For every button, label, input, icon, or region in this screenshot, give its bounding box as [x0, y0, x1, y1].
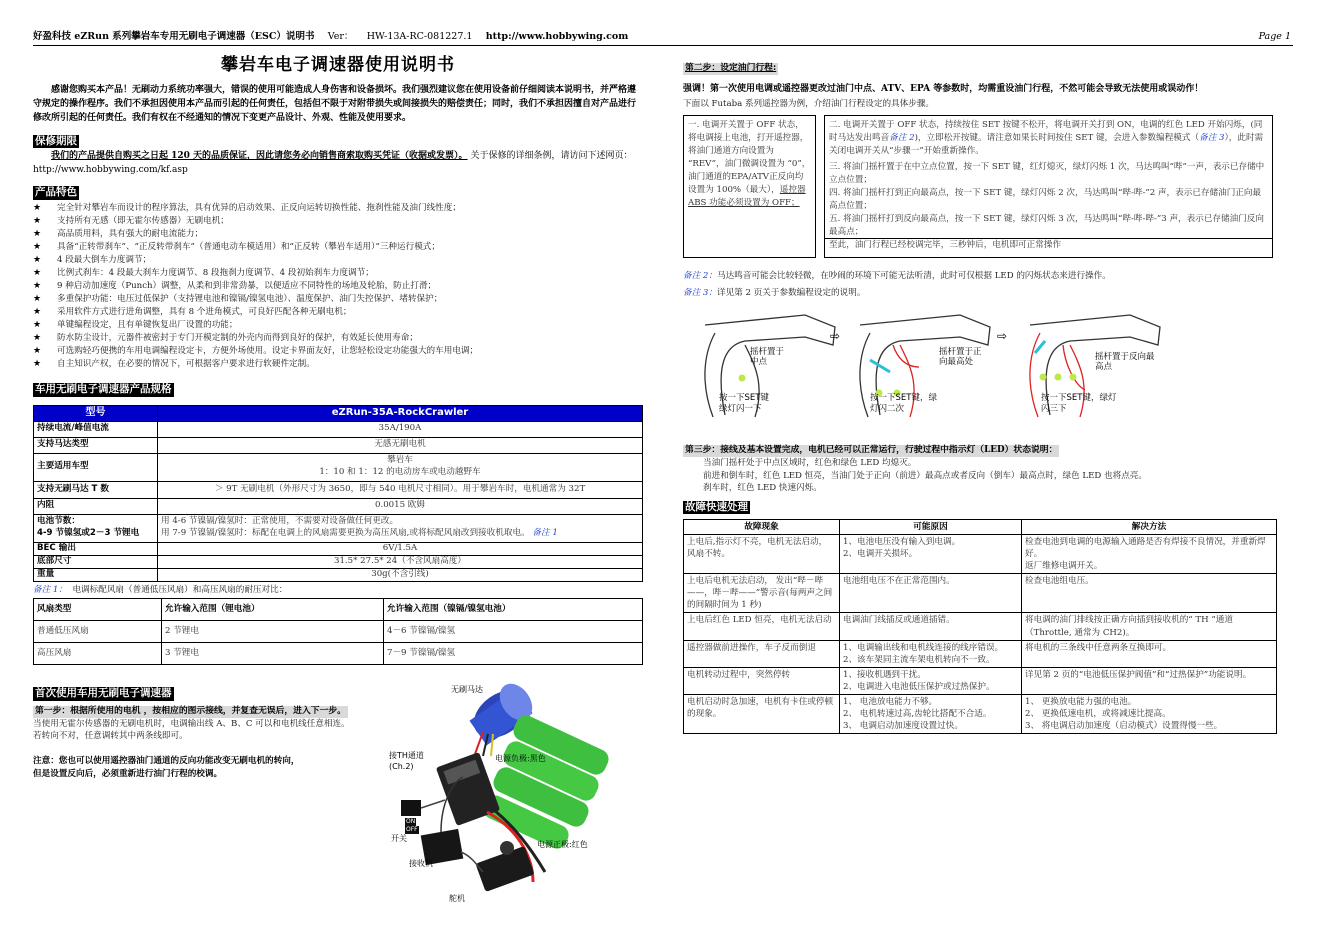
- table-row: [684, 667, 1277, 694]
- first-use-heading: 首次使用车用无刷电子调速器: [35, 687, 172, 700]
- cell-line: 1、电调输出线和电机线连接的线序错误。: [843, 642, 1004, 653]
- cell-line: 3、 将电调启动加速度（启动模式）设置得慢一些。: [1025, 720, 1223, 731]
- table-row: [34, 599, 643, 621]
- star-bullet-icon: ★: [33, 319, 42, 330]
- spec-key: 支持无刷马达 T 数: [34, 481, 158, 498]
- table-cell: [1022, 640, 1277, 667]
- warranty-heading: 保修期限: [35, 134, 77, 147]
- note-2-label: 备注 2：: [683, 271, 717, 282]
- diagram-text: 按一下SET键，绿: [870, 393, 937, 404]
- notice-text: 注意：您也可以使用遥控器油门通道的反向功能改变无刷电机的转向，: [33, 755, 300, 766]
- note-1: [33, 585, 643, 597]
- list-item: [33, 202, 643, 215]
- table-cell: [684, 574, 840, 613]
- table-cell: [1022, 574, 1277, 613]
- cell-line: 1、 电池放电能力不够。: [843, 696, 938, 707]
- step1-text: 若转向不对，任意调转其中两条线即可。: [33, 731, 188, 742]
- table-row: [34, 542, 643, 555]
- step-2-text: )，立即松开按键。请注意如果长时间按住 SET 键，会进入参数编程模式（: [914, 133, 1200, 144]
- list-item: [33, 306, 643, 319]
- note-1-text: 电调标配风扇（普通低压风扇）和高压风扇的耐压对比：: [72, 584, 288, 595]
- intro-paragraph: 感谢您购买本产品！无刷动力系统功率强大，错误的使用可能造成人身伤害和设备损坏。我们强烈建议您在使用设备前仔细阅读本说明书，并严格遵守规定的操作程序。我们不承担因使用本产品而引起的任何责任，包括但不限于对附带损失或间接损失的赔偿责任；同时，我们不承担因擅自对产品进行修改所引起的任何责任。我们有权在不经通知的情况下变更产品设计、外观、性能及使用要求。: [33, 84, 637, 123]
- wiring-illustration: [383, 672, 623, 912]
- cell-line: 检查电池组电压。: [1025, 576, 1094, 587]
- table-header: 可能原因: [840, 520, 1022, 535]
- label-negative: 电源负极:黑色: [495, 754, 546, 763]
- cell-line: 检查电池到电调的电源输入通路是否有焊接不良情况，并重新焊好。: [1025, 537, 1266, 560]
- cell-line: 将电调的油门排线按正确方向插到接收机的“ TH ”通道（Throttle, 通常为 CH2)。: [1025, 615, 1233, 638]
- feature-text: 自主知识产权，在必要的情况下，可根据客户要求进行软硬件定制。: [57, 358, 315, 369]
- label-motor: 无刷马达: [451, 685, 483, 694]
- table-cell: [684, 613, 840, 640]
- table-row: [684, 574, 1277, 613]
- star-bullet-icon: ★: [33, 280, 42, 291]
- table-cell: [1022, 535, 1277, 574]
- step-2-text: 二. 电调开关置于 OFF 状态，持续按住 SET 按键不松开，将电调开关打到 ON，电调的红色 LED 开始闪烁，(同时马达发出鸣音: [829, 120, 1263, 144]
- servo-illustration: [461, 841, 535, 892]
- cell-line: 2、 电机转速过高,齿轮比搭配不合适。: [843, 708, 992, 719]
- trouble-heading: 故障快速处理: [685, 500, 748, 513]
- right-column: [683, 62, 1281, 734]
- spec-value: 6V/1.5A: [158, 542, 643, 555]
- spec-value: 35A/190A: [158, 421, 643, 437]
- list-item: [33, 267, 643, 280]
- cell-line: 1、接收机遇到干扰。: [843, 669, 926, 680]
- cell-line: 上电后,指示灯不亮，电机无法启动， 风扇不转。: [687, 537, 828, 560]
- fan-table: [33, 598, 643, 665]
- wiring-diagram: [383, 672, 623, 912]
- page-header: [33, 30, 1293, 46]
- label-on: ON: [406, 818, 416, 825]
- spec-model: eZRun-35A-RockCrawler: [158, 405, 643, 421]
- note-2: [683, 270, 1281, 282]
- table-cell: [1022, 694, 1277, 733]
- feature-text: 完全针对攀岩车而设计的程序算法，具有优异的启动效果、正反向运转切换性能、拖刹性能及油门线性度；: [57, 202, 461, 213]
- table-row: [34, 421, 643, 437]
- page-number: Page 1: [1258, 31, 1291, 42]
- led-status-text: 当油门摇杆处于中点区域时，红色和绿色 LED 均熄灭。: [703, 458, 917, 469]
- diagram-text: 按一下SET键，绿灯: [1041, 393, 1117, 404]
- step1-text: 当使用无霍尔传感器的无刷电机时，电调输出线 A、B、C 可以和电机线任意相连。: [33, 718, 350, 729]
- star-bullet-icon: ★: [33, 202, 42, 213]
- spec-value: ＞ 9T 无刷电机（外形尺寸为 3650，即与 540 电机尺寸相同）。用于攀岩车时，电机通常为 32T: [158, 481, 643, 498]
- table-row: [34, 514, 643, 542]
- star-bullet-icon: ★: [33, 267, 42, 278]
- list-item: [33, 241, 643, 254]
- diagram-text: 绿灯闪一下: [719, 404, 762, 415]
- cell-line: 2、电调开关损坏。: [843, 549, 918, 560]
- star-bullet-icon: ★: [33, 228, 42, 239]
- table-header: 故障现象: [684, 520, 840, 535]
- cell-line: 将电机的三条线中任意两条互换即可。: [1025, 642, 1172, 653]
- throttle-steps-2-5: [825, 116, 1273, 258]
- feature-text: 高品质用料，具有强大的耐电流能力；: [57, 228, 204, 239]
- warranty-paragraph: [33, 150, 643, 178]
- diagram-text: 中点: [750, 357, 768, 368]
- spec-value: 31.5* 27.5* 24（不含风扇高度）: [158, 555, 643, 568]
- list-item: [33, 280, 643, 293]
- diagram-text: 灯闪二次: [870, 404, 905, 415]
- header-ver: HW-13A-RC-081227.1: [366, 31, 473, 42]
- table-cell: [684, 640, 840, 667]
- table-cell: [684, 667, 840, 694]
- list-item: [33, 254, 643, 267]
- table-cell: [1022, 613, 1277, 640]
- note-1-label: 备注 1：: [33, 584, 67, 595]
- table-cell: 3 节锂电: [162, 643, 384, 665]
- diagram-text: 按一下SET键: [719, 393, 769, 404]
- cell-line: 遥控器做前进操作，车子反而倒退: [687, 642, 816, 653]
- cell-line: 2、电调进入电池低压保护或过热保护。: [843, 681, 995, 692]
- features-heading: 产品特色: [35, 186, 77, 199]
- trouble-table: [683, 519, 1277, 734]
- table-cell: [840, 535, 1022, 574]
- feature-text: 多重保护功能：电压过低保护（支持锂电池和镍镉/镍氢电池）、温度保护、油门失控保护、堵转保护；: [57, 293, 443, 304]
- table-cell: 7－9 节镍镉/镍氢: [384, 643, 643, 665]
- spec-value: [158, 514, 643, 542]
- star-bullet-icon: ★: [33, 215, 42, 226]
- star-bullet-icon: ★: [33, 306, 42, 317]
- table-header: 风扇类型: [34, 599, 162, 621]
- spec-value: 0.0015 欧姆: [158, 498, 643, 514]
- diagram-text: 高点: [1095, 362, 1113, 373]
- notice-text: 但是设置反向后，必须重新进行油门行程的校调。: [33, 768, 223, 779]
- cell-line: 1、 更换放电能力强的电池。: [1025, 696, 1137, 707]
- spec-key: 持续电流/峰值电流: [34, 421, 158, 437]
- step3-heading: 第三步：接线及基本设置完成，电机已经可以正常运行，行驶过程中指示灯（LED）状态说明：: [685, 445, 1058, 456]
- table-cell: 4－6 节镍镉/镍氢: [384, 621, 643, 643]
- step-final-text: 至此，油门行程已经校调完毕，三秒钟后，电机即可正常操作: [825, 238, 1272, 254]
- cell-line: 1、电池电压没有输入到电调。: [843, 537, 961, 548]
- label-servo: 舵机: [449, 894, 465, 903]
- star-bullet-icon: ★: [33, 254, 42, 265]
- feature-text: 比例式刹车：4 段最大刹车力度调节、8 段拖刹力度调节、4 段初始刹车力度调节；: [57, 267, 374, 278]
- table-cell: [1022, 667, 1277, 694]
- arrow-icon: ⇨: [830, 329, 841, 344]
- spec-key: BEC 输出: [34, 542, 158, 555]
- table-cell: [840, 574, 1022, 613]
- spec-key: 内阻: [34, 498, 158, 514]
- feature-text: 防水防尘设计，元器件被密封于专门开模定制的外壳内而得到良好的保护，有效延长使用寿命；: [57, 332, 418, 343]
- table-row: [34, 621, 643, 643]
- cell-line: 返厂维修电调开关。: [1025, 561, 1103, 572]
- table-cell: 高压风扇: [34, 643, 162, 665]
- table-cell: 普通低压风扇: [34, 621, 162, 643]
- features-list: [33, 202, 643, 371]
- star-bullet-icon: ★: [33, 358, 42, 369]
- label-off: OFF: [406, 826, 418, 833]
- table-cell: [840, 667, 1022, 694]
- note-3-label: 备注 3：: [683, 287, 717, 298]
- table-row: [684, 694, 1277, 733]
- table-row: [684, 520, 1277, 535]
- table-row: [34, 437, 643, 453]
- note-2-text: 马达鸣音可能会比较轻微，在吵闹的环境下可能无法听清，此时可仅根据 LED 的闪烁状态来进行操作。: [716, 271, 1111, 282]
- throttle-steps-table: [683, 115, 1273, 258]
- step2-intro: 下面以 Futaba 系列遥控器为例，介绍油门行程设定的具体步骤。: [683, 99, 935, 110]
- led-status-text: 刹车时，红色 LED 快速闪烁。: [703, 483, 822, 494]
- list-item: [33, 358, 643, 371]
- note-3-text: 详见第 2 页关于参数编程设定的说明。: [716, 287, 866, 298]
- spec-value: 30g(不含引线): [158, 568, 643, 581]
- spec-key: 支持马达类型: [34, 437, 158, 453]
- header-title: 好盈科技 eZRun 系列攀岩车专用无刷电子调速器（ESC）说明书: [33, 31, 315, 42]
- note-3: [683, 287, 1281, 299]
- diagram-text: 摇杆置于正: [939, 347, 982, 358]
- feature-text: 单键编程设定，且有单键恢复出厂设置的功能；: [57, 319, 238, 330]
- led-status-text: 前进和倒车时，红色 LED 恒亮，当油门处于正向（前进）最高点或者反向（倒车）最高点时，绿色 LED 也将点亮。: [703, 470, 1147, 481]
- cell-line: 电机启动时急加速，电机有卡住或停顿的现象。: [687, 696, 834, 719]
- star-bullet-icon: ★: [33, 332, 42, 343]
- spec-key: 重量: [34, 568, 158, 581]
- cell-line: 详见第 2 页的“电池低压保护阀值”和“过热保护”功能说明。: [1025, 669, 1252, 680]
- label-ch2: (Ch.2): [389, 762, 414, 771]
- spec-value-line: 1：10 和 1：12 的电动房车或电动越野车: [319, 467, 481, 478]
- step2-emphasis: 强调！第一次使用电调或遥控器更改过油门中点、ATV、EPA 等参数时，均需重设油门行程，不然可能会导致无法使用或误动作！: [683, 83, 1204, 94]
- feature-text: 采用软件方式进行进角调整，具有 8 个进角模式，可良好匹配各种无刷电机；: [57, 306, 352, 317]
- table-cell: [840, 613, 1022, 640]
- cell-line: 2、该车架同主流车架电机转向不一致。: [843, 654, 995, 665]
- table-cell: [684, 694, 840, 733]
- table-row: [34, 498, 643, 514]
- cell-line: 2、 更换低速电机，或将减速比提高。: [1025, 708, 1171, 719]
- cell-line: 电机转动过程中，突然停转: [687, 669, 791, 680]
- table-header: 解决方法: [1022, 520, 1277, 535]
- star-bullet-icon: ★: [33, 345, 42, 356]
- spec-value: [158, 453, 643, 481]
- header-ver-label: Ver：: [327, 31, 354, 42]
- table-row: [684, 640, 1277, 667]
- table-row: [34, 568, 643, 581]
- spec-key-line: 电池节数：: [37, 516, 80, 527]
- list-item: [33, 345, 643, 358]
- diagram-text: 摇杆置于反向最: [1095, 352, 1155, 363]
- label-th: 接TH通道: [389, 751, 424, 760]
- list-item: [33, 215, 643, 228]
- table-cell: [684, 535, 840, 574]
- note-2-ref: 备注 2: [889, 133, 915, 144]
- table-row: [34, 555, 643, 568]
- cell-line: 电调油门线插反或通道插错。: [843, 615, 955, 626]
- arrow-icon: ⇨: [997, 329, 1008, 344]
- list-item: [33, 228, 643, 241]
- spec-value: 无感无刷电机: [158, 437, 643, 453]
- label-receiver: 接收机: [409, 859, 433, 868]
- spec-key: 底部尺寸: [34, 555, 158, 568]
- cell-line: 3、 电调启动加速度设置过快。: [843, 720, 963, 731]
- throttle-diagram: [685, 305, 1185, 430]
- step-1-underlined: 遥控器 ABS 功能必须设置为 OFF；: [688, 184, 806, 208]
- table-cell: [840, 694, 1022, 733]
- table-cell: 2 节锂电: [162, 621, 384, 643]
- table-row: [684, 613, 1277, 640]
- step-2-text: ），此时需关闭电调开关从“步骤一”开始重新操作。: [829, 133, 1264, 157]
- spec-value-text: 用 7-9 节镍镉/镍氢时：标配在电调上的风扇需要更换为高压风扇,或将标配风扇改到接收机取电。: [161, 528, 530, 539]
- step-5-text: 五. 将油门摇杆打到反向最高点，按一下 SET 键，绿灯闪烁 3 次，马达鸣叫“哔-哔-哔-”3 声，表示已存储油门反向最高点；: [829, 213, 1264, 237]
- feature-text: 9 种启动加速度（Punch）调整，从柔和到非常劲暴，以便适应不同特性的场地及轮胎，防止打滑；: [57, 280, 437, 291]
- spec-value-line: 用 4-6 节镍镉/镍氢时：正常使用，不需要对设备做任何更改。: [161, 516, 399, 527]
- spec-model-label: 型号: [34, 405, 158, 421]
- table-row: [34, 481, 643, 498]
- list-item: [33, 332, 643, 345]
- label-positive: 电源正极:红色: [537, 840, 588, 849]
- step2-heading: 第二步：设定油门行程:: [685, 63, 777, 73]
- spec-key: [34, 514, 158, 542]
- feature-text: 支持所有无感（即无霍尔传感器）无刷电机；: [57, 215, 229, 226]
- warranty-rest: 关于保修的详细条例，请访问下述网页：http://www.hobbywing.com/kf.asp: [33, 151, 633, 176]
- cell-line: 电池组电压不在正常范围内。: [843, 576, 955, 587]
- feature-text: 可选购轻巧便携的车用电调编程设定卡，方便外场使用。设定卡界面友好，让您轻松设定功能强大的车用电调；: [57, 345, 479, 356]
- specs-heading: 车用无刷电子调速器产品规格: [35, 382, 172, 395]
- step1-heading: 第一步：根据所使用的电机 ，按相应的图示接线，并复查无误后，进入下一步。: [35, 705, 346, 716]
- table-header: 允许输入范围（锂电池）: [162, 599, 384, 621]
- spec-key-line: 4-9 节镍氢或2－3 节锂电: [37, 528, 140, 539]
- spec-value-line: [161, 528, 639, 540]
- step-1-text: 一. 电调开关置于 OFF 状态，将电调接上电池，打开遥控器，将油门通道方向设置为 “REV”，油门微调设置为 “0”，油门通道的EPA/ATV正反向均设置为 100%（最大），: [688, 120, 811, 195]
- star-bullet-icon: ★: [33, 241, 42, 252]
- cell-line: 上电后红色 LED 恒亮，电机无法启动: [687, 615, 832, 626]
- feature-text: 4 段最大倒车力度调节；: [57, 254, 152, 265]
- spec-key: 主要适用车型: [34, 453, 158, 481]
- cell-line: 上电后电机无法启动， 发出“哔－哔——，哔－哔——”警示音(每两声之间的间隔时间为 1 秒): [687, 576, 833, 611]
- throttle-step-1: [684, 116, 816, 258]
- diagram-text: 向最高处: [939, 357, 974, 368]
- star-bullet-icon: ★: [33, 293, 42, 304]
- table-row: [684, 535, 1277, 574]
- switch-illustration: [401, 800, 421, 816]
- table-row: [34, 453, 643, 481]
- note-1-ref: 备注 1: [532, 528, 558, 539]
- feature-text: 具备“正转带刹车”、“正反转带刹车”（普通电动车模适用）和“正反转（攀岩车适用）”三种运行模式；: [57, 241, 440, 252]
- diagram-text: 闪三下: [1041, 404, 1067, 415]
- diagram-text: 摇杆置于: [750, 347, 785, 358]
- spec-table: [33, 405, 643, 582]
- table-row: [34, 643, 643, 665]
- warranty-underlined: 我们的产品提供自购买之日起 120 天的品质保证，因此请您务必向销售商索取购买凭证（收据或发票）。: [51, 151, 468, 162]
- note-3-ref: 备注 3: [1199, 133, 1225, 144]
- header-url[interactable]: http://www.hobbywing.com: [485, 31, 629, 42]
- step-3-text: 三. 将油门摇杆置于在中立点位置，按一下 SET 键，红灯熄灭，绿灯闪烁 1 次，马达鸣叫“哔”一声，表示已存储中立点位置；: [829, 162, 1265, 186]
- label-switch: 开关: [391, 834, 407, 843]
- spec-value-line: 攀岩车: [387, 455, 413, 466]
- table-header: 允许输入范围（镍镉/镍氢电池）: [384, 599, 643, 621]
- step-4-text: 四. 将油门摇杆打到正向最高点，按一下 SET 键，绿灯闪烁 2 次，马达鸣叫“哔-哔-”2 声，表示已存储油门正向最高点位置；: [829, 187, 1262, 211]
- list-item: [33, 293, 643, 306]
- list-item: [33, 319, 643, 332]
- doc-title: 攀岩车电子调速器使用说明书: [221, 55, 455, 75]
- table-cell: [840, 640, 1022, 667]
